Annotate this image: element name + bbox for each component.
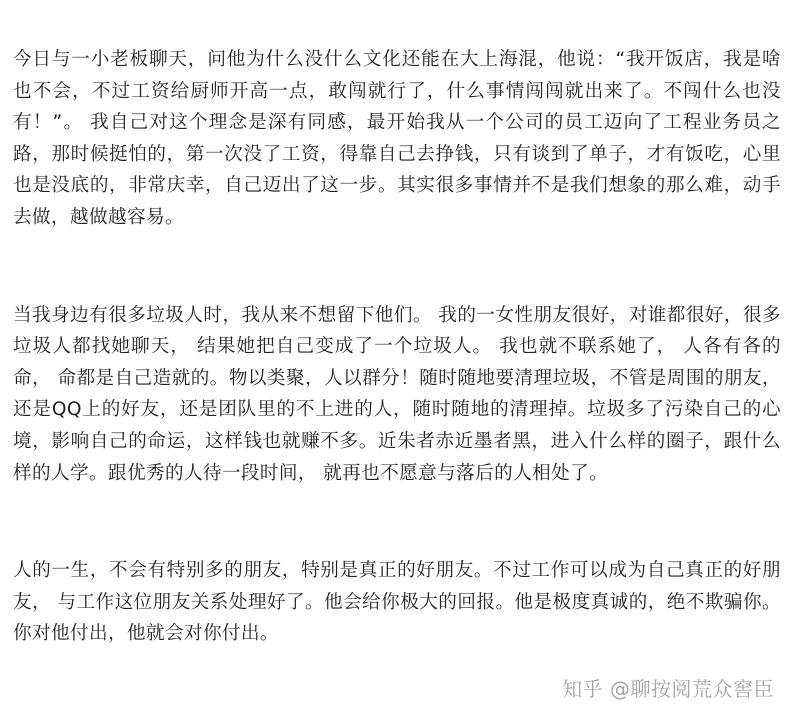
- paragraph-1: 今日与一小老板聊天，问他为什么没什么文化还能在大上海混，他说：“我开饭店，我是啥也不会，不过工资给厨师开高一点，敢闯就行了，什么事情闯闯就出来了。不闯什么也没有！”。 我自己对这个理念是深有同感，最开始我从一个公司的员工迈向了工程业务员之路，那时候挺怕的，第一次没了工资，得靠自己去挣钱，只有谈到了单子，才有饭吃，心里也是没底的，非常庆幸，自己迈出了这一步。其实很多事情并不是我们想象的那么难，动手去做，越做越容易。: [13, 49, 781, 228]
- article-body: [13, 44, 781, 650]
- zhihu-watermark: 知乎 @聊按阅荒众窖臣: [562, 677, 774, 701]
- paragraph-2: 当我身边有很多垃圾人时，我从来不想留下他们。 我的一女性朋友很好，对谁都很好，很多垃圾人都找她聊天， 结果她把自己变成了一个垃圾人。 我也就不联系她了， 人各有各的命， 命都是自己造就的。物以类聚，人以群分！随时随地要清理垃圾，不管是周围的朋友，还是QQ上的好友，还是团队里的不上进的人，随时随地的清理掉。垃圾多了污染自己的心境，影响自己的命运，这样钱也就赚不多。近朱者赤近墨者黑，进入什么样的圈子，跟什么样的人学。跟优秀的人待一段时间， 就再也不愿意与落后的人相处了。: [13, 304, 781, 484]
- paragraph-3: 人的一生，不会有特别多的朋友，特别是真正的好朋友。不过工作可以成为自己真正的好朋友， 与工作这位朋友关系处理好了。他会给你极大的回报。他是极度真诚的，绝不欺骗你。 你对他付出，他就会对你付出。: [13, 560, 781, 645]
